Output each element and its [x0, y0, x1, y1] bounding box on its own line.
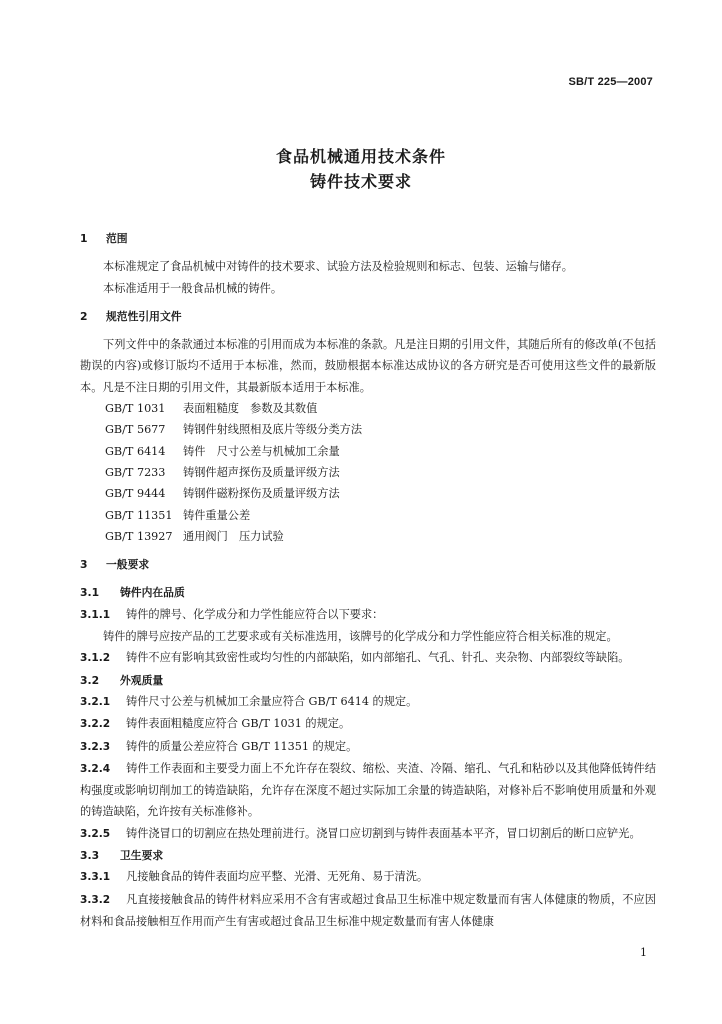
- standard-code: SB/T 225—2007: [568, 76, 653, 88]
- section-heading-1: 1 范围: [80, 232, 128, 245]
- subsection-heading: 3.1 铸件内在品质: [80, 586, 185, 600]
- section-heading-3: 3 一般要求: [80, 558, 150, 572]
- reference-item: GB/T 13927 通用阀门 压力试验: [105, 529, 284, 543]
- reference-item: GB/T 11351 铸件重量公差: [105, 508, 251, 522]
- reference-item: GB/T 9444 铸钢件磁粉探伤及质量评级方法: [105, 487, 340, 501]
- reference-item: GB/T 6414 铸件 尺寸公差与机械加工余量: [105, 444, 340, 458]
- document-title: 食品机械通用技术条件: [275, 147, 446, 166]
- subsection-heading: 3.2 外观质量: [80, 673, 164, 687]
- clause: 3.1.2 铸件不应有影响其致密性或均匀性的内部缺陷，如内部缩孔、气孔、针孔、夹杂物、内部裂纹等缺陷。: [80, 651, 630, 665]
- clause: 3.1.1 铸件的牌号、化学成分和力学性能应符合以下要求：: [80, 607, 384, 621]
- clause: 3.2.5 铸件浇冒口的切割应在热处理前进行。浇冒口应切割到与铸件表面基本平齐，冒口切割后的断口应铲光。: [80, 826, 641, 840]
- clause: 3.3.2 凡直接接触食品的铸件材料应采用不含有害或超过食品卫生标准中规定数量而有害人体健康的物质，不应因材料和食品接触相互作用而产生有害或超过食品卫生标准中规定数量而有害人体健康: [80, 892, 656, 928]
- reference-item: GB/T 7233 铸钢件超声探伤及质量评级方法: [105, 465, 340, 479]
- clause: 3.2.1 铸件尺寸公差与机械加工余量应符合 GB/T 6414 的规定。: [80, 694, 418, 708]
- paragraph: 本标准规定了食品机械中对铸件的技术要求、试验方法及检验规则和标志、包装、运输与储存。: [103, 260, 573, 274]
- clause: 3.2.2 铸件表面粗糙度应符合 GB/T 1031 的规定。: [80, 717, 351, 731]
- section-heading-2: 2 规范性引用文件: [80, 309, 182, 323]
- paragraph: 本标准适用于一般食品机械的铸件。: [103, 281, 283, 295]
- document-subtitle: 铸件技术要求: [309, 172, 412, 191]
- subsection-heading: 3.3 卫生要求: [80, 849, 164, 863]
- clause: 3.2.4 铸件工作表面和主要受力面上不允许存在裂纹、缩松、夹渣、冷隔、缩孔、气孔和粘砂以及其他降低铸件结构强度或影响切削加工的铸造缺陷，允许存在深度不超过实际加工余量的铸造缺陷，对修补后不影响使用质量和外观的铸造缺陷，允许按有关标准修补。: [80, 761, 656, 819]
- clause: 3.3.1 凡接触食品的铸件表面均应平整、光滑、无死角、易于清洗。: [80, 870, 429, 884]
- reference-item: GB/T 1031 表面粗糙度 参数及其数值: [105, 402, 318, 416]
- page-number: 1: [640, 946, 647, 959]
- reference-list: [80, 398, 656, 547]
- paragraph: 铸件的牌号应按产品的工艺要求或有关标准选用，该牌号的化学成分和力学性能应符合相关标准的规定。: [103, 630, 618, 644]
- reference-item: GB/T 5677 铸钢件射线照相及底片等级分类方法: [105, 423, 363, 437]
- document-body: [80, 228, 656, 932]
- paragraph: 下列文件中的条款通过本标准的引用而成为本标准的条款。凡是注日期的引用文件，其随后所有的修改单(不包括勘误的内容)或修订版均不适用于本标准，然而，鼓励根据本标准达成协议的各方研究是否可使用这些文件的最新版本。凡是不注日期的引用文件，其最新版本适用于本标准。: [80, 338, 656, 394]
- clause: 3.2.3 铸件的质量公差应符合 GB/T 11351 的规定。: [80, 739, 358, 753]
